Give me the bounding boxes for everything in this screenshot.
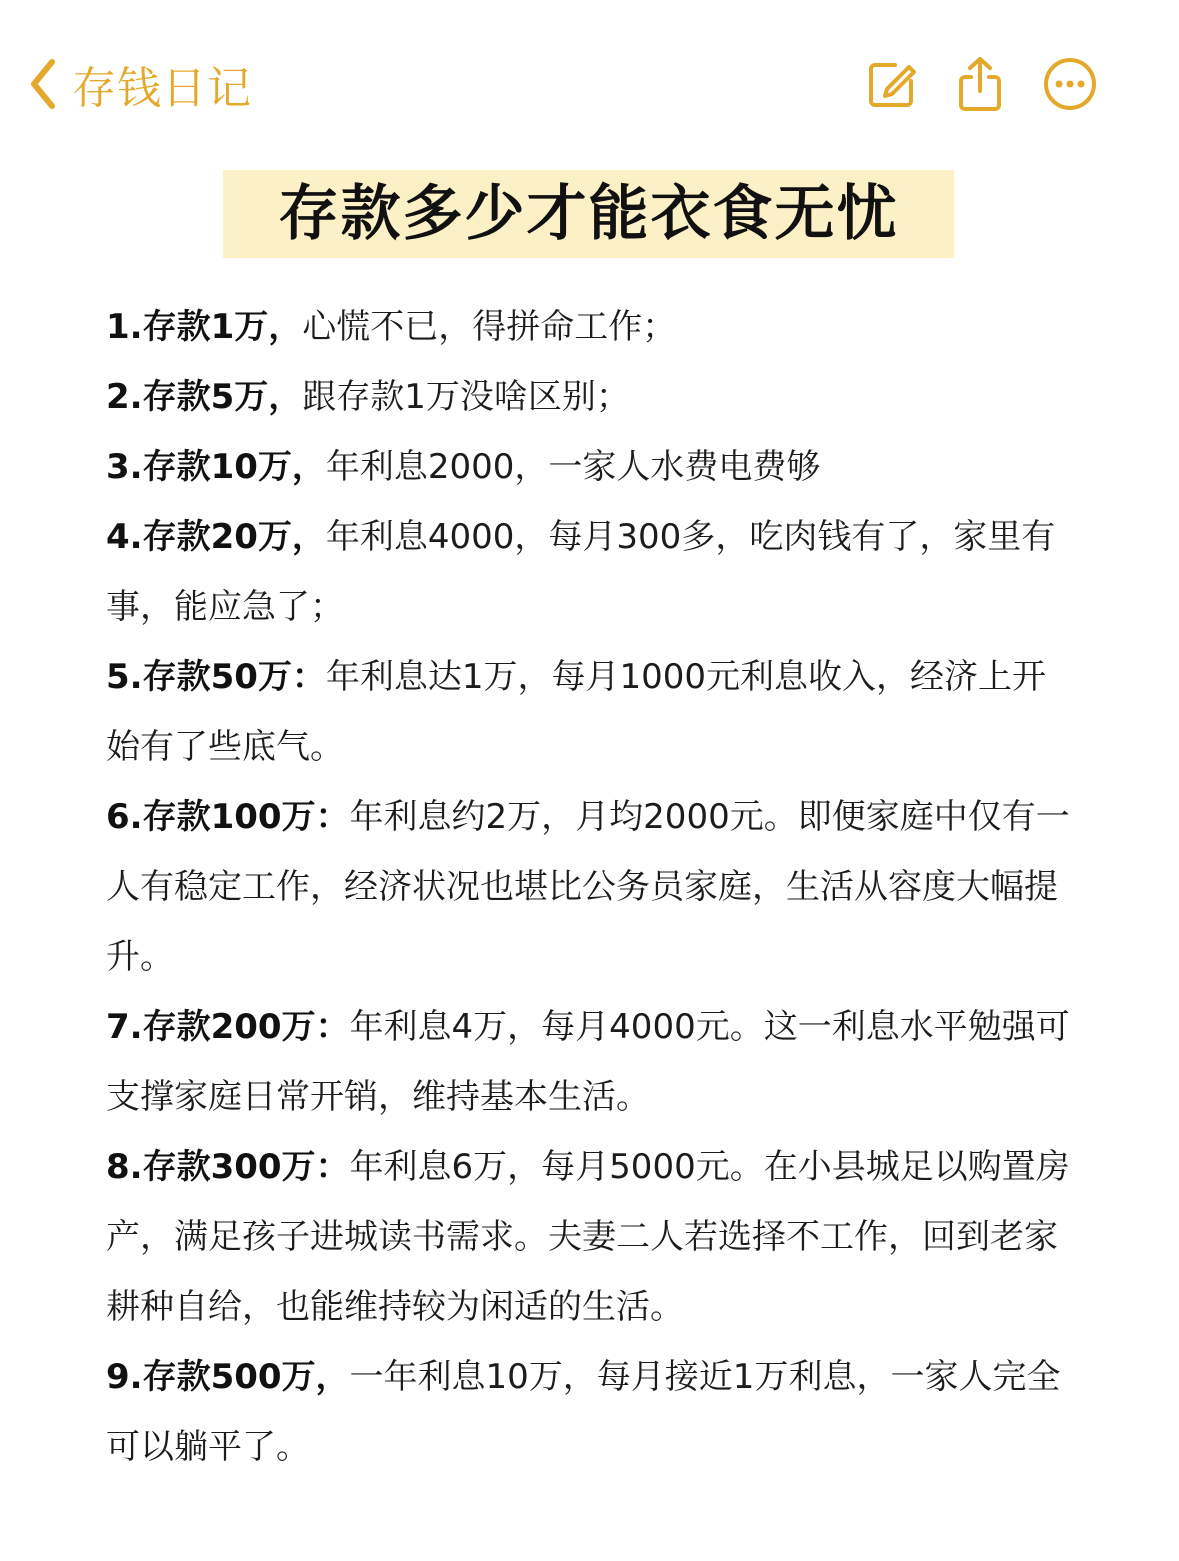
list-item xyxy=(106,432,1071,502)
item-lead: 4.存款20万， xyxy=(106,517,326,557)
title-highlight xyxy=(223,170,954,258)
item-lead: 5.存款50万： xyxy=(106,657,326,697)
item-lead: 2.存款5万， xyxy=(106,377,303,417)
list-item xyxy=(106,362,1071,432)
item-lead: 7.存款200万： xyxy=(106,1007,350,1047)
list-item xyxy=(106,992,1071,1132)
list-item xyxy=(106,292,1071,362)
item-text: 年利息约2万，月均2000元。即便家庭中仅有一人有稳定工作，经济状况也堪比公务员家庭，生活从容度大幅提升。 xyxy=(106,797,1070,977)
more-icon xyxy=(1042,56,1098,112)
list-item xyxy=(106,1132,1071,1342)
share-button[interactable] xyxy=(948,52,1012,116)
item-text: 年利息6万，每月5000元。在小县城足以购置房产，满足孩子进城读书需求。夫妻二人若选择不工作，回到老家耕种自给，也能维持较为闲适的生活。 xyxy=(106,1147,1070,1327)
edit-button[interactable] xyxy=(860,52,924,116)
edit-icon xyxy=(865,57,919,111)
item-text: 跟存款1万没啥区别； xyxy=(302,377,630,417)
item-lead: 8.存款300万： xyxy=(106,1147,350,1187)
item-lead: 1.存款1万， xyxy=(106,307,303,347)
list-item xyxy=(106,502,1071,642)
item-text: 心慌不已，得拼命工作； xyxy=(302,307,677,347)
item-text: 一年利息10万，每月接近1万利息，一家人完全可以躺平了。 xyxy=(106,1357,1061,1467)
item-lead: 6.存款100万： xyxy=(106,797,350,837)
list-item xyxy=(106,782,1071,992)
item-text: 年利息2000，一家人水费电费够 xyxy=(325,447,821,487)
page-title: 存款多少才能衣食无忧 xyxy=(278,179,899,249)
item-text: 年利息4000，每月300多，吃肉钱有了，家里有事，能应急了； xyxy=(106,517,1056,627)
back-label: 存钱日记 xyxy=(72,63,252,114)
item-text: 年利息4万，每月4000元。这一利息水平勉强可支撑家庭日常开销，维持基本生活。 xyxy=(106,1007,1070,1117)
item-lead: 9.存款500万， xyxy=(106,1357,350,1397)
share-icon xyxy=(953,55,1007,113)
chevron-left-icon xyxy=(28,58,58,110)
list-item xyxy=(106,1342,1071,1482)
list-item xyxy=(106,642,1071,782)
item-lead: 3.存款10万， xyxy=(106,447,326,487)
item-text: 年利息达1万，每月1000元利息收入，经济上开始有了些底气。 xyxy=(106,657,1047,767)
navigation-bar xyxy=(0,0,1179,170)
back-button[interactable] xyxy=(28,52,252,116)
note-body xyxy=(106,292,1071,1482)
more-button[interactable] xyxy=(1038,52,1102,116)
